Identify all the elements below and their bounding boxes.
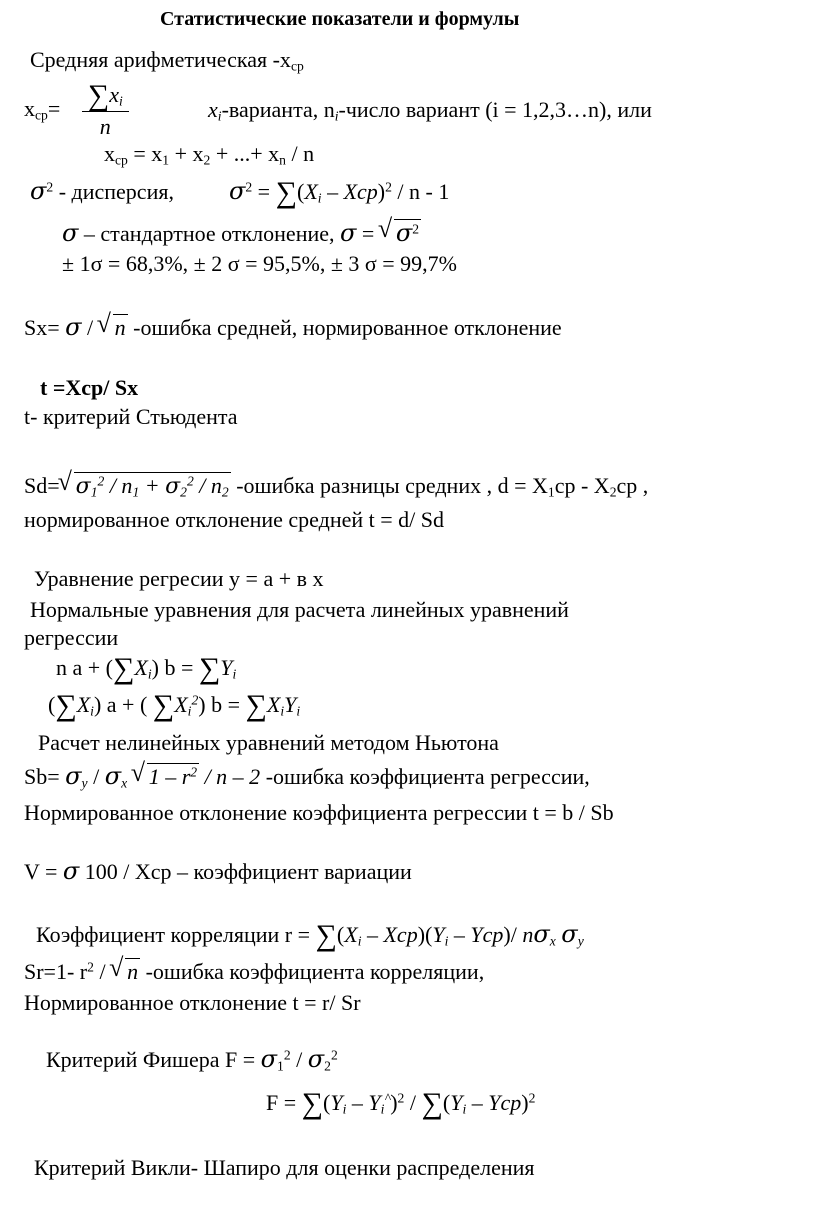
mean-expanded: $x_{ср} = x_1 + x_2$ + ...+ $x_n$ / n bbox=[104, 141, 315, 168]
variant-description: $x_i$-варианта, $n_i$-число вариант (i = 1,2,3…n), или bbox=[208, 97, 652, 124]
fisher-line: Критерий Фишера $F = \sigma_1^2 / \sigma_2^2$ bbox=[46, 1045, 338, 1074]
page-title: Статистические показатели и формулы bbox=[160, 8, 520, 30]
mean-formula: $x_{ср}=$ $\frac{\sum x_i}{n}$ bbox=[24, 82, 129, 140]
fisher-formula-2: $F = \sum(Y_i - Y_i^{\^{}})^2 / \sum(Y_i - Ycp)^2$ bbox=[266, 1087, 536, 1120]
mean-fraction: $\frac{\sum x_i}{n}$ bbox=[82, 82, 129, 140]
sigma-rule: ± 1σ = 68,3%, ± 2 σ = 95,5%, ± 3 σ = 99,7% bbox=[62, 251, 458, 276]
sx-line: Sx= σ / √ n -ошибка средней, нормированное отклонение bbox=[24, 314, 562, 341]
variation-line: V = σ 100 / Xcp – коэффициент вариации bbox=[24, 857, 412, 885]
wilks-shapiro: Критерий Викли- Шапиро для оценки распределения bbox=[34, 1155, 535, 1180]
correlation-line: Коэффициент корреляции $r = \sum(X_i - Xcp)(Y_i - Ycp)/$ $n\sigma_x$ $\sigma_y$ bbox=[36, 919, 584, 952]
std-line: σ – стандартное отклонение, σ = √ $\sigma^2$ bbox=[62, 219, 421, 247]
mean-label: Средняя арифметическая $-x_{ср}$ bbox=[30, 47, 304, 74]
regression-equation: Уравнение регресии y = a + в x bbox=[34, 566, 324, 591]
t-formula: t =Xcp/ Sx bbox=[40, 375, 139, 400]
normal-equation-2: $(\sum X_i) a$ + ( $\sum X_i^2$) $b = \sum X_iY_i$ bbox=[48, 689, 301, 722]
normal-equations-label: Нормальные уравнения для расчета линейных уравнений bbox=[30, 597, 569, 622]
normal-equation-1: n $a + (\sum X_i) b = \sum Y_i$ bbox=[56, 652, 237, 685]
sb-normalized: Нормированное отклонение коэффициента регрессии t = b / Sb bbox=[24, 800, 614, 825]
sd-normalized: нормированное отклонение средней t = d/ Sd bbox=[24, 507, 445, 532]
newton-method: Расчет нелинейных уравнений методом Ньютона bbox=[38, 730, 499, 755]
sr-normalized: Нормированное отклонение t = r/ Sr bbox=[24, 990, 361, 1015]
t-label: t- критерий Стьюдента bbox=[24, 404, 238, 429]
sd-line: Sd=√ $\sigma_1^2 / n_1 + \sigma_2^2 / n_2$ -ошибка разницы средних , $d = X_1cp - X_2cp$ , bbox=[24, 472, 648, 500]
normal-equations-label-2: регрессии bbox=[24, 625, 119, 650]
sr-line: Sr=1- $r^2$ / √ n -ошибка коэффициента корреляции, bbox=[24, 958, 484, 985]
sb-line: $Sb= \sigma_y / \sigma_x$ √ $1 - r^2$ / n – 2 -ошибка коэффициента регрессии, bbox=[24, 763, 590, 790]
dispersion-line: $\sigma^2$ - дисперсия, $\sigma^2 = \sum(X_i - Xcp)^2 / n - 1$ bbox=[30, 176, 450, 209]
